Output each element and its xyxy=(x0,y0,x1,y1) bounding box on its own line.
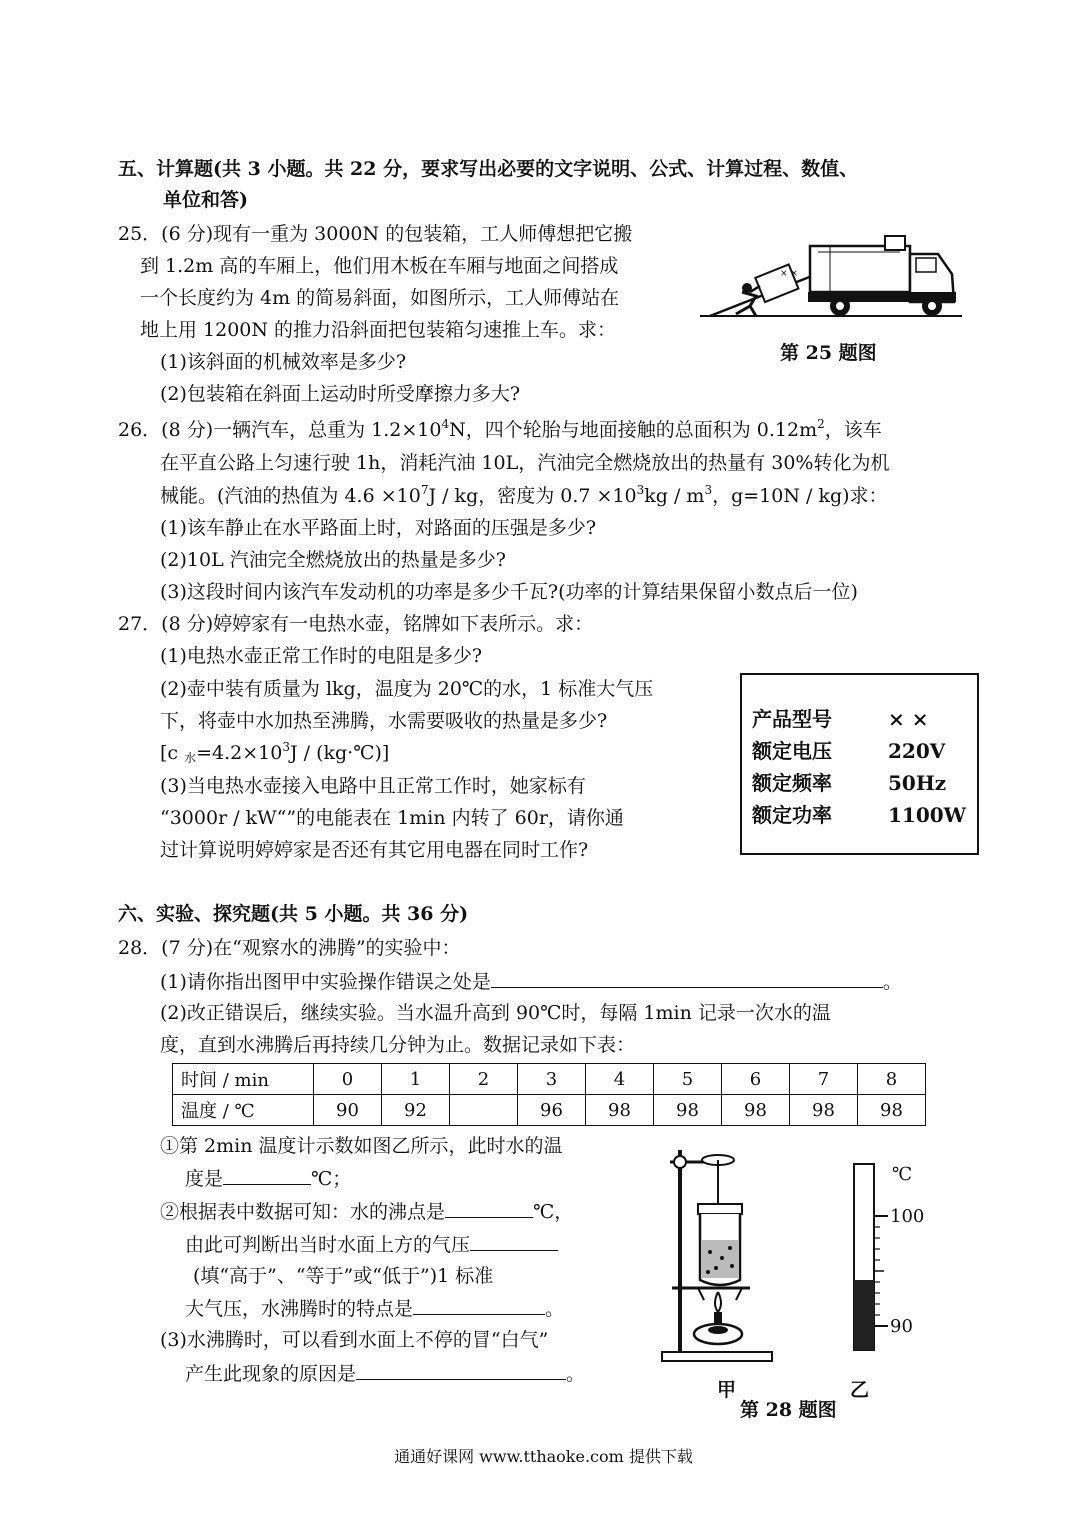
q28-figure-caption: 第 28 题图 xyxy=(740,1399,837,1421)
figure-label-yi: 乙 xyxy=(850,1379,870,1401)
table-cell: 98 xyxy=(654,1095,722,1126)
table-cell: 8 xyxy=(858,1064,926,1095)
q26-sub2: (2)10L 汽油完全燃烧放出的热量是多少? xyxy=(160,549,506,571)
figure-label-jia: 甲 xyxy=(717,1379,737,1401)
q25-line2: 到 1.2m 高的车厢上，他们用木板在车厢与地面之间搭成 xyxy=(140,255,619,277)
q28-sub2-line1: (2)改正错误后，继续实验。当水温升高到 90℃时，每隔 1min 记录一次水的温 xyxy=(160,1002,831,1024)
answer-blank-feature[interactable] xyxy=(413,1296,545,1315)
section-5-title-line1: 五、计算题(共 3 小题。共 22 分，要求写出必要的文字说明、公式、计算过程、数值、 xyxy=(118,158,859,180)
table-cell: 4 xyxy=(586,1064,654,1095)
boiling-data-table xyxy=(172,1063,926,1126)
q26-line3: 械能。(汽油的热值为 $4.6 \times 10^7J$ / kg，密度为 $0.7 \times 10^3kg / m^3$，g=10N / kg)求： xyxy=(160,483,888,507)
q27-sub1: (1)电热水壶正常工作时的电阻是多少? xyxy=(160,645,483,667)
table-cell: 2 xyxy=(450,1064,518,1095)
q27-sub3-line1: (3)当电热水壶接入电路中且正常工作时，她家标有 xyxy=(160,775,586,797)
q25-figure-caption: 第 25 题图 xyxy=(780,342,877,364)
q27-line1: 27．(8 分)婷婷家有一电热水壶，铭牌如下表所示。求： xyxy=(118,613,594,635)
truck-ramp-illustration xyxy=(700,230,962,330)
answer-blank-boiling-point[interactable] xyxy=(445,1199,533,1218)
table-cell: 96 xyxy=(518,1095,586,1126)
table-cell: 98 xyxy=(586,1095,654,1126)
q25-sub1: (1)该斜面的机械效率是多少? xyxy=(160,351,407,373)
q26-sub3: (3)这段时间内该汽车发动机的功率是多少千瓦?(功率的计算结果保留小数点后一位) xyxy=(160,581,858,603)
q25-line1: 25．(6 分)现有一重为 3000N 的包装箱，工人师傅想把它搬 xyxy=(118,223,633,245)
thermometer-figure xyxy=(830,1160,940,1360)
crate-mark: × × xyxy=(780,269,798,279)
table-cell: 1 xyxy=(382,1064,450,1095)
nameplate-row: 额定电压 220V xyxy=(752,739,946,763)
q26-line2: 在平直公路上匀速行驶 1h，消耗汽油 10L，汽油完全燃烧放出的热量有 30%转化为机 xyxy=(160,452,890,474)
q28-c1-line1: ①第 2min 温度计示数如图乙所示，此时水的温 xyxy=(160,1135,563,1157)
q28-sub2-line2: 度，直到水沸腾后再持续几分钟为止。数据记录如下表： xyxy=(160,1034,636,1056)
nameplate-row: 额定功率 1100W xyxy=(752,803,967,827)
thermometer-label-90: 90 xyxy=(890,1316,913,1337)
table-row-temperature xyxy=(173,1095,926,1126)
answer-blank-pressure[interactable] xyxy=(470,1232,558,1251)
q28-sub3-line2: 产生此现象的原因是 。 xyxy=(185,1363,586,1385)
answer-blank-temp[interactable] xyxy=(223,1166,311,1185)
table-cell: 90 xyxy=(314,1095,382,1126)
q25-sub2: (2)包装箱在斜面上运动时所受摩擦力多大? xyxy=(160,383,521,405)
table-row-time xyxy=(173,1064,926,1095)
table-cell: 0 xyxy=(314,1064,382,1095)
table-row-header: 时间 / min xyxy=(173,1064,314,1095)
q28-sub1: (1)请你指出图甲中实验操作错误之处是 。 xyxy=(160,971,902,993)
q25-line3: 一个长度约为 4m 的简易斜面，如图所示，工人师傅站在 xyxy=(140,287,620,309)
q27-sub2-line3: [c $_水=4.2\times 10^3J$ / (kg·℃)] xyxy=(160,740,390,765)
answer-blank-error[interactable] xyxy=(491,969,883,988)
q27-sub3-line3: 过计算说明婷婷家是否还有其它用电器在同时工作? xyxy=(160,839,589,861)
thermometer-unit: ℃ xyxy=(892,1164,913,1185)
q27-sub2-line2: 下，将壶中水加热至沸腾，水需要吸收的热量是多少? xyxy=(160,710,608,732)
kettle-nameplate xyxy=(740,673,979,855)
section-5-title-line2: 单位和答) xyxy=(163,189,248,211)
q28-c2-line2: 由此可判断出当时水面上方的气压 xyxy=(185,1232,558,1257)
boiling-apparatus-figure xyxy=(658,1140,776,1362)
q26-sub1: (1)该车静止在水平路面上时，对路面的压强是多少? xyxy=(160,517,597,539)
table-cell: 98 xyxy=(790,1095,858,1126)
q26-line1: 26．(8 分)一辆汽车，总重为 $1.2\times 10^4N$，四个轮胎与地面接触的总面积为 $0.12m^2$，该车 xyxy=(118,417,882,441)
page-footer: 通通好课网 www.tthaoke.com 提供下载 xyxy=(394,1447,693,1466)
table-cell-blank[interactable] xyxy=(450,1095,518,1126)
answer-blank-reason[interactable] xyxy=(356,1361,566,1380)
table-cell: 98 xyxy=(722,1095,790,1126)
table-cell: 3 xyxy=(518,1064,586,1095)
q25-line4: 地上用 1200N 的推力沿斜面把包装箱匀速推上车。求： xyxy=(140,319,617,341)
q28-c2-line1: ②根据表中数据可知：水的沸点是 ℃， xyxy=(160,1201,574,1223)
table-cell: 5 xyxy=(654,1064,722,1095)
section-6-title: 六、实验、探究题(共 5 小题。共 36 分) xyxy=(118,903,469,925)
q28-c2-line3: (填“高于”、“等于”或“低于”)1 标准 xyxy=(193,1265,494,1287)
table-row-header: 温度 / ℃ xyxy=(173,1095,314,1126)
nameplate-row: 额定频率 50Hz xyxy=(752,771,947,795)
table-cell: 92 xyxy=(382,1095,450,1126)
thermometer-label-100: 100 xyxy=(890,1206,925,1227)
q28-c2-line4: 大气压，水沸腾时的特点是 。 xyxy=(185,1298,565,1320)
table-cell: 7 xyxy=(790,1064,858,1095)
q28-c1-line2: 度是 ℃； xyxy=(185,1168,352,1190)
nameplate-row: 产品型号 × × xyxy=(752,707,929,731)
q27-sub2-line1: (2)壶中装有质量为 lkg，温度为 20℃的水，1 标准大气压 xyxy=(160,678,654,700)
table-cell: 98 xyxy=(858,1095,926,1126)
table-cell: 6 xyxy=(722,1064,790,1095)
q27-sub3-line2: “3000r / kW“”的电能表在 1min 内转了 60r，请你通 xyxy=(160,807,624,829)
q28-line1: 28．(7 分)在“观察水的沸腾”的实验中： xyxy=(118,937,461,959)
q28-sub3-line1: (3)水沸腾时，可以看到水面上不停的冒“白气” xyxy=(160,1329,549,1351)
